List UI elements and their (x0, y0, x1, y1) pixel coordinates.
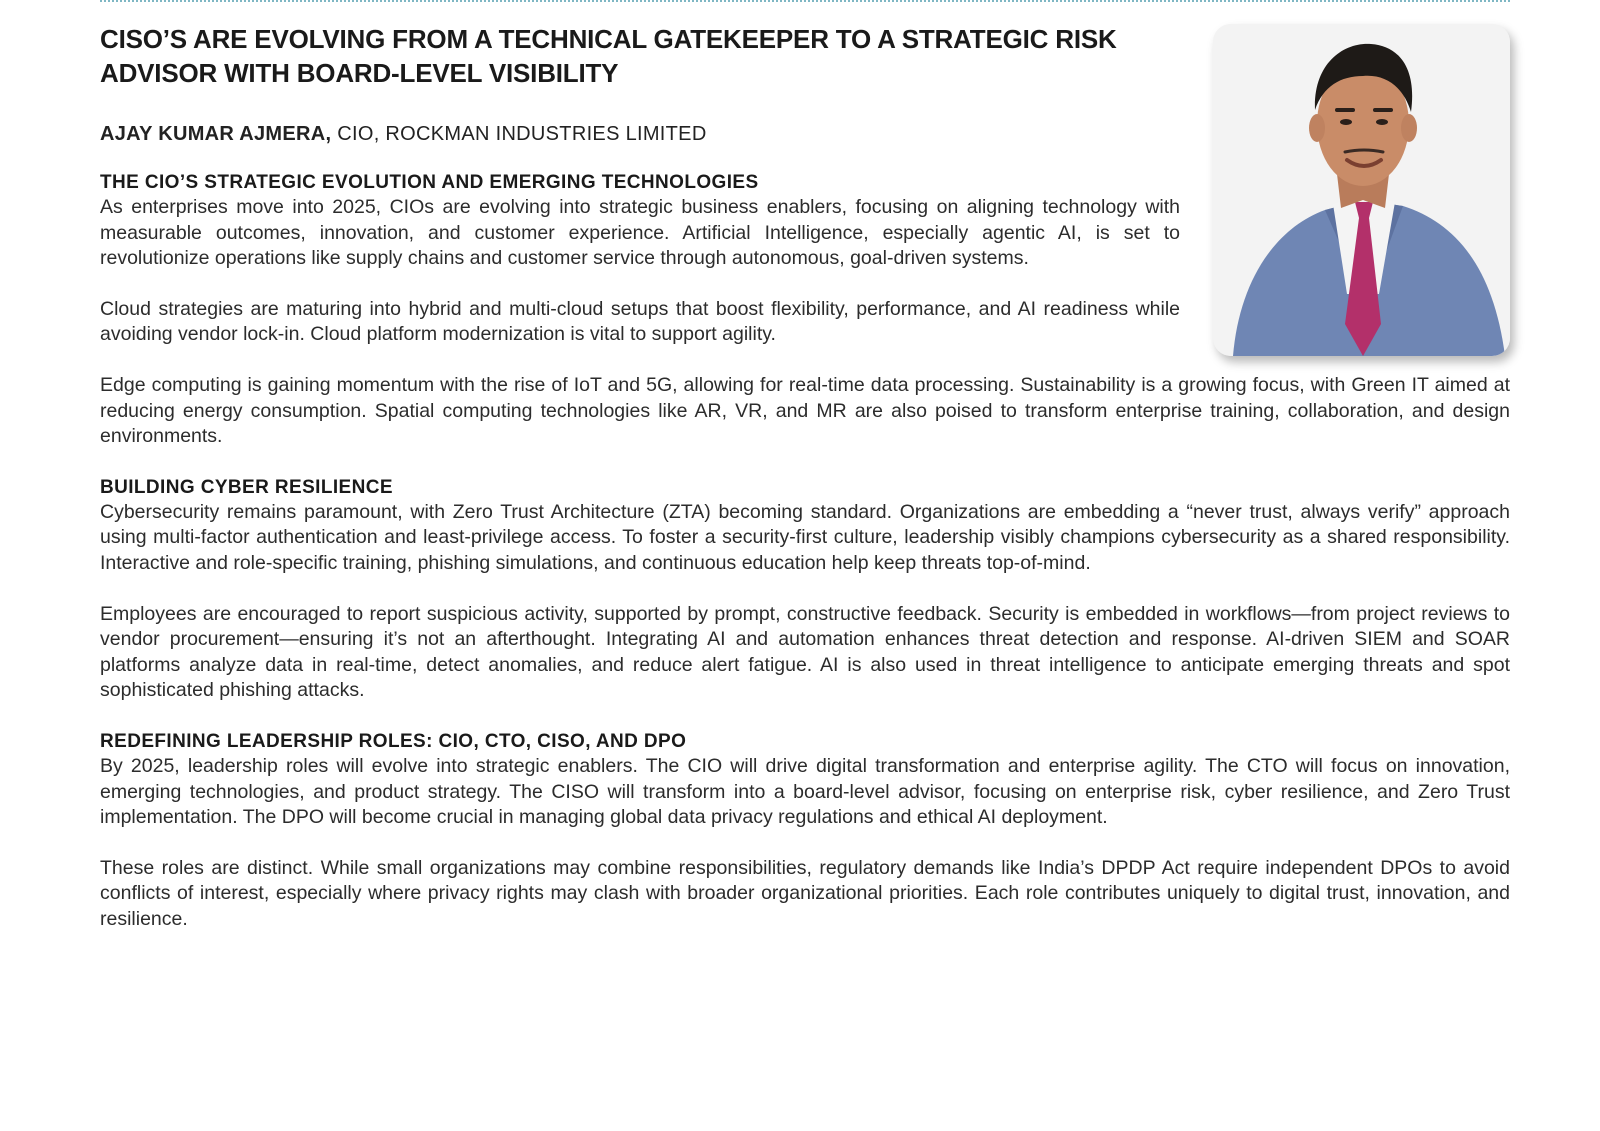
portrait-ear-right (1401, 114, 1417, 142)
top-dotted-rule (100, 0, 1510, 2)
portrait-ear-left (1309, 114, 1325, 142)
paragraph: These roles are distinct. While small organizations may combine responsibilities, regulatory demands like India’s DPDP Act require independent DPOs to avoid conflicts of interest, especially where privacy rights may clash with broader organizational priorities. Each role contributes uniquely to digital trust, innovation, and resilience. (100, 856, 1510, 930)
article-body (100, 170, 1510, 932)
paragraph: By 2025, leadership roles will evolve into strategic enablers. The CIO will drive digital transformation and enterprise agility. The CTO will focus on innovation, emerging technologies, and product strategy. The CISO will transform into a board-level advisor, focusing on enterprise risk, cyber resilience, and Zero Trust implementation. The DPO will become crucial in managing global data privacy regulations and ethical AI deployment. (100, 754, 1510, 829)
paragraph: As enterprises move into 2025, CIOs are evolving into strategic business enablers, focusing on aligning technology with measurable outcomes, innovation, and customer experience. Artificial Intelligence, especially agentic AI, is set to revolutionize operations like supply chains and customer service through autonomous, goal-driven systems. (100, 196, 1180, 270)
article-headline: CISO’S ARE EVOLVING FROM A TECHNICAL GATEKEEPER TO A STRATEGIC RISK ADVISOR WITH BOARD-LEVEL VISIBILITY (100, 24, 1117, 88)
paragraph: Cloud strategies are maturing into hybrid and multi-cloud setups that boost flexibility, performance, and AI readiness while avoiding vendor lock-in. Cloud platform modernization is vital to support agility. (100, 297, 1180, 346)
author-name: AJAY KUMAR AJMERA, (100, 123, 332, 145)
portrait-eye-left (1340, 119, 1352, 125)
section-heading: REDEFINING LEADERSHIP ROLES: CIO, CTO, CISO, AND DPO (100, 730, 687, 752)
portrait-eye-right (1376, 119, 1388, 125)
section-heading: BUILDING CYBER RESILIENCE (100, 476, 393, 498)
author-role: CIO, ROCKMAN INDUSTRIES LIMITED (331, 123, 707, 145)
portrait-brow-left (1335, 108, 1355, 112)
byline (100, 121, 707, 147)
paragraph: Edge computing is gaining momentum with the rise of IoT and 5G, allowing for real-time data processing. Sustainability is a growing focus, with Green IT aimed at reducing energy consumption. Spatial computing technologies like AR, VR, and MR are also poised to transform enterprise training, collaboration, and design environments. (100, 373, 1510, 448)
portrait-brow-right (1373, 108, 1393, 112)
paragraph: Employees are encouraged to report suspicious activity, supported by prompt, constructive feedback. Security is embedded in workflows—from project reviews to vendor procurement—ensuring it’s not an afterthought. Integrating AI and automation enhances threat detection and response. AI-driven SIEM and SOAR platforms analyze data in real-time, detect anomalies, and reduce alert fatigue. AI is also used in threat intelligence to anticipate emerging threats and spot sophisticated phishing attacks. (100, 602, 1510, 702)
paragraph: Cybersecurity remains paramount, with Zero Trust Architecture (ZTA) becoming standard. Organizations are embedding a “never trust, always verify” approach using multi-factor authentication and least-privilege access. To foster a security-first culture, leadership visibly champions cybersecurity as a shared responsibility. Interactive and role-specific training, phishing simulations, and continuous education help keep threats top-of-mind. (100, 500, 1510, 574)
section-heading: THE CIO’S STRATEGIC EVOLUTION AND EMERGING TECHNOLOGIES (100, 172, 759, 193)
